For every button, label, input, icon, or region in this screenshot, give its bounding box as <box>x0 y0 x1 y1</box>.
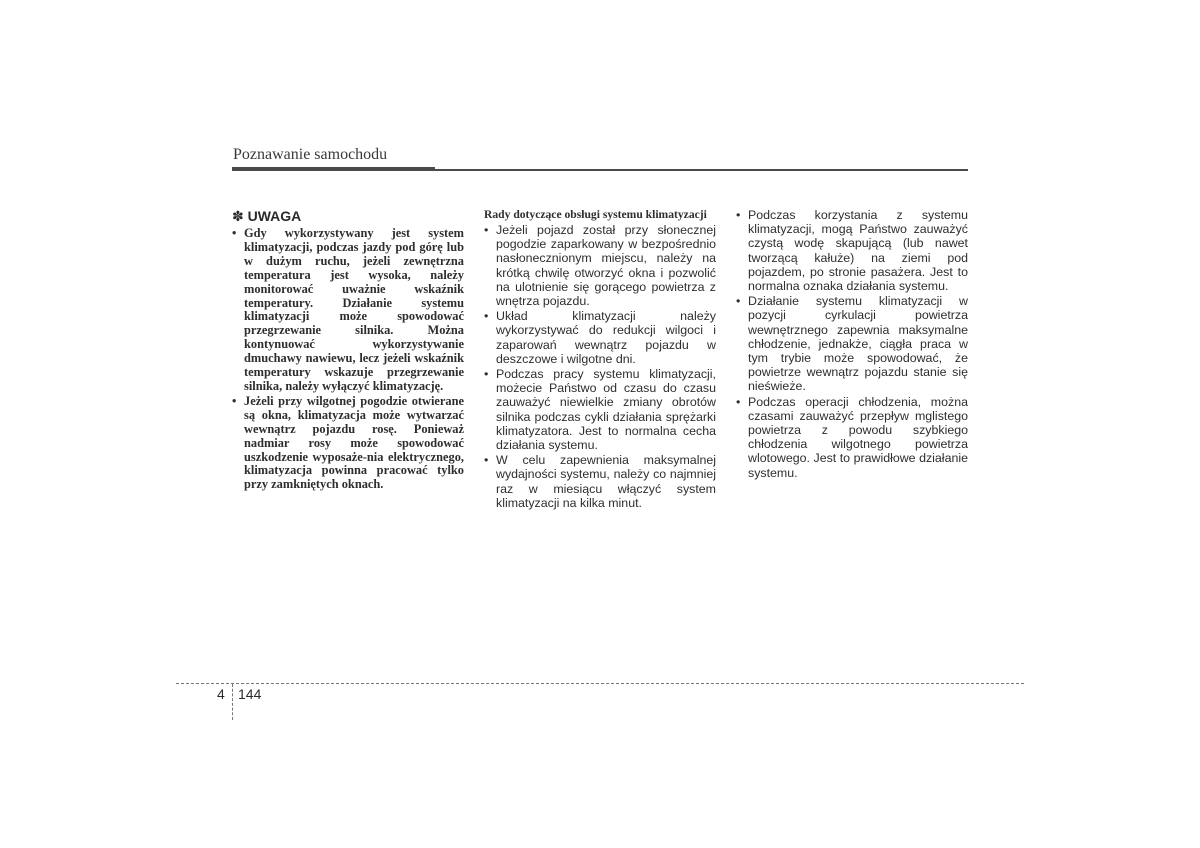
tips-heading: Rady dotyczące obsługi systemu klimatyzacji <box>484 208 707 221</box>
warning-item: • Gdy wykorzystywany jest system klimatyzacji, podczas jazdy pod górę lub w dużym ruchu, jeżeli zewnętrzna temperatura jest wysoka, należy monitorować uważnie wskaźnik temperatury. Działanie systemu klimatyzacji może spowodować przegrzewanie silnika. Można kontynuować wykorzystywanie dmuchawy nawiewu, lecz jeżeli wskaźnik temperatury wskazuje przegrzewanie silnika, należy wyłączyć klimatyzację. <box>232 226 464 393</box>
footer-divider <box>232 684 233 720</box>
tip-item: • W celu zapewnienia maksymalnej wydajności systemu, należy co najmniej raz w miesiącu włączyć system klimatyzacji na kilka minut. <box>484 453 716 510</box>
header-rule-thin <box>435 169 968 171</box>
warning-item: • Jeżeli przy wilgotnej pogodzie otwierane są okna, klimatyzacja może wytwarzać wewnątrz pojazdu rosę. Ponieważ nadmiar rosy może spowodować uszkodzenie wyposaże-nia elektrycznego, klimatyzacja powinna pracować tylko przy zamkniętych oknach. <box>232 393 464 492</box>
bullet-icon: • <box>484 453 489 468</box>
bullet-icon: • <box>736 394 741 409</box>
bullet-icon: • <box>232 393 237 408</box>
page-number: 144 <box>238 686 262 702</box>
note-item: • Podczas operacji chłodzenia, można czasami zauważyć przepływ mglistego powietrza z powodu szybkiego chłodzenia wilgotnego powietrza wlotowego. Jest to prawidłowe działanie systemu. <box>736 394 968 480</box>
bullet-icon: • <box>736 208 741 222</box>
notes-list <box>736 208 968 480</box>
bullet-icon: • <box>484 367 489 382</box>
tips-column <box>484 208 716 511</box>
tip-item: • Układ klimatyzacji należy wykorzystywać do redukcji wilgoci i zaparowań wewnątrz pojazdu w deszczowe i wilgotne dni. <box>484 309 716 366</box>
section-title: Poznawanie samochodu <box>233 146 388 163</box>
tip-item: • Podczas pracy systemu klimatyzacji, możecie Państwo od czasu do czasu zauważyć niewielkie zmiany obrotów silnika podczas cykli działania sprężarki klimatyzatora. Jest to normalna cecha działania systemu. <box>484 367 716 453</box>
bullet-icon: • <box>484 309 489 324</box>
footer-rule <box>176 683 1024 684</box>
bullet-icon: • <box>484 223 489 237</box>
note-item: • Działanie systemu klimatyzacji w pozycji cyrkulacji powietrza wewnętrznego zapewnia maksymalne chłodzenie, jednakże, ciągła praca w tym trybie może spowodować, że powietrze wewnątrz pojazdu stanie się nieświeże. <box>736 294 968 394</box>
warning-list <box>232 227 464 492</box>
tips-list <box>484 223 716 510</box>
chapter-number: 4 <box>217 686 225 702</box>
bullet-icon: • <box>736 294 741 309</box>
bullet-icon: • <box>232 226 237 240</box>
note-item: • Podczas korzystania z systemu klimatyzacji, mogą Państwo zauważyć czystą wodę skapującą (lub nawet tworzącą kałuże) na ziemi pod pojazdem, po stronie pasażera. Jest to normalna oznaka działania systemu. <box>736 208 968 294</box>
notes-column <box>736 208 968 481</box>
warning-title: ✽ UWAGA <box>232 208 302 224</box>
warning-column <box>232 208 464 493</box>
header-rule-thick <box>232 167 435 171</box>
tip-item: • Jeżeli pojazd został przy słonecznej pogodzie zaparkowany w bezpośrednio nasłonecznionym miejscu, należy na krótką chwilę otworzyć okna i pozwolić na ulotnienie się gorącego powietrza z wnętrza pojazdu. <box>484 223 716 309</box>
